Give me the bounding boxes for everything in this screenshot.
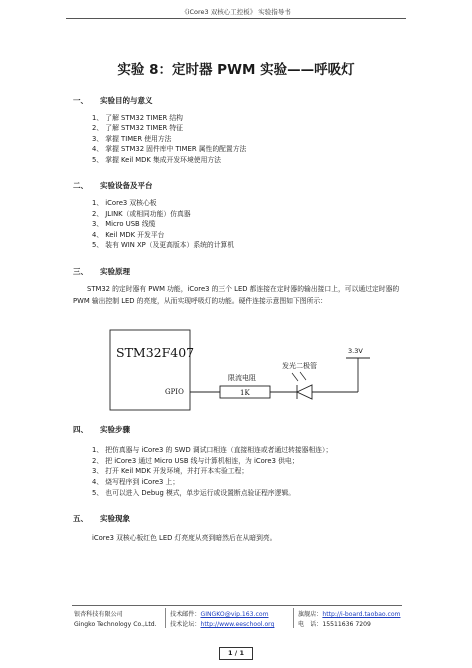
section-heading-2: 二、 实验设备及平台 (73, 181, 153, 190)
gpio-label: GPIO (165, 388, 184, 396)
phone-number: 15511636 7209 (322, 621, 371, 628)
resistor-label: 限流电阻 (228, 374, 256, 382)
list-item: 4、 烧写程序到 iCore3 上； (92, 478, 180, 486)
page-title: 实验 8：定时器 PWM 实验——呼吸灯 (117, 62, 355, 78)
section-heading-5: 五、 实验现象 (73, 514, 130, 523)
section-heading-3: 三、 实验原理 (73, 267, 130, 276)
list-item: 3、 掌握 TIMER 使用方法 (92, 135, 172, 143)
email-label: 技术邮件： (170, 611, 201, 618)
page-number-box (0, 640, 472, 660)
list-item: 1、 把仿真器与 iCore3 的 SWD 调试口相连（直接相连或者通过转接器相连）； (92, 446, 333, 454)
section-heading-1: 一、 实验目的与意义 (73, 96, 153, 105)
resistor-value: 1K (240, 389, 250, 397)
header-divider (66, 18, 406, 19)
footer-contact (170, 610, 274, 630)
phenomenon-text: iCore3 双核心板红色 LED 灯亮度从亮到暗然后在从暗到亮。 (92, 534, 277, 542)
footer-company (74, 610, 157, 630)
led-diode (297, 385, 312, 399)
list-item: 5、 掌握 Keil MDK 集成开发环境使用方法 (92, 156, 221, 164)
list-item: 5、 也可以进入 Debug 模式，单步运行或设置断点验证程序逻辑。 (92, 489, 296, 497)
list-item: 1、 了解 STM32 TIMER 结构 (92, 114, 183, 122)
list-item: 4、 Keil MDK 开发平台 (92, 231, 165, 239)
voltage-label: 3.3V (348, 347, 363, 355)
forum-link[interactable]: http://www.eeschool.org (200, 621, 275, 628)
section-heading-4: 四、 实验步骤 (73, 425, 130, 434)
shop-label: 旗舰店： (298, 611, 323, 618)
list-item: 3、 Micro USB 线缆 (92, 220, 156, 228)
list-item: 5、 装有 WIN XP（及更高版本）系统的计算机 (92, 241, 235, 249)
list-item: 2、 了解 STM32 TIMER 特征 (92, 124, 183, 132)
phone-label: 电 话： (298, 621, 323, 628)
shop-link[interactable]: http://i-board.taobao.com (322, 611, 401, 618)
company-cn: 银杏科技有限公司 (74, 611, 123, 618)
footer-shop (298, 610, 401, 630)
light-arrow (292, 373, 298, 381)
list-item: 1、 iCore3 双核心板 (92, 199, 157, 207)
led-label: 发光二极管 (282, 362, 317, 370)
list-item: 4、 掌握 STM32 固件库中 TIMER 属性的配置方法 (92, 145, 247, 153)
forum-label: 技术论坛： (170, 621, 201, 628)
footer-separator (293, 608, 294, 628)
footer-separator (165, 608, 166, 628)
list-item: 3、 打开 Keil MDK 开发环境，并打开本实验工程； (92, 467, 249, 475)
company-en: Gingko Technology Co.,Ltd. (74, 621, 157, 628)
email-link[interactable]: GINGKO@vip.163.com (200, 611, 269, 618)
list-item: 2、 把 iCore3 通过 Micro USB 线与计算机相连，为 iCore3 供电； (92, 457, 299, 465)
page-number: 1 / 1 (219, 647, 253, 660)
footer-divider (72, 605, 402, 606)
list-item: 2、 JLINK（或相同功能）仿真器 (92, 210, 191, 218)
mcu-box (110, 330, 190, 410)
chip-label: STM32F407 (116, 345, 195, 360)
circuit-diagram (100, 325, 390, 415)
principle-paragraph: STM32 的定时器有 PWM 功能，iCore3 的三个 LED 都连接在定时器的输出接口上，可以通过定时器的 PWM 输出控制 LED 的亮度，从而实现呼吸灯的功能。硬件连接示意图如下图所示： (73, 285, 400, 305)
light-arrow (300, 372, 306, 380)
page-header: 《iCore3 双核心工控板》 实验指导书 (181, 8, 291, 16)
